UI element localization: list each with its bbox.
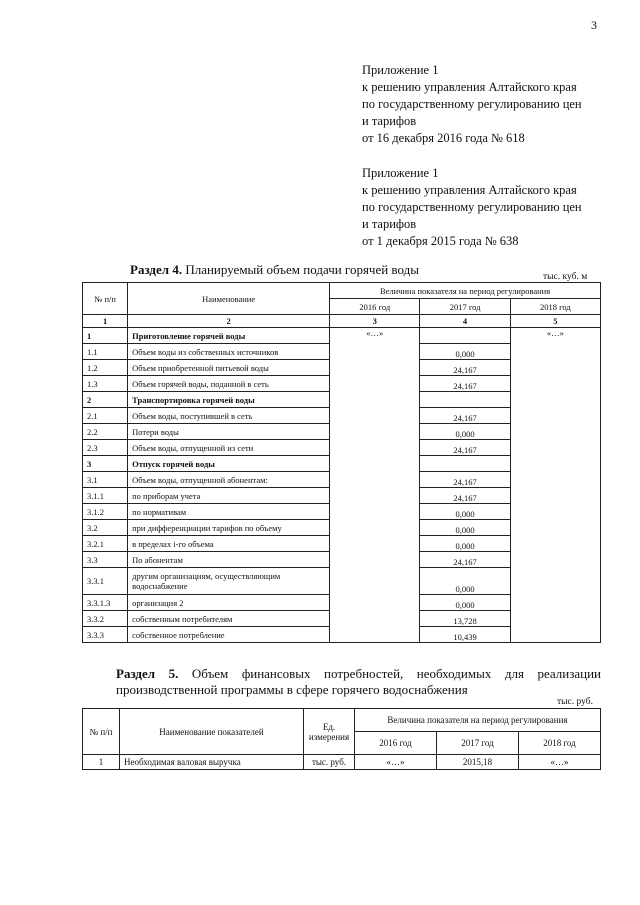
table-row [83,456,601,472]
empty-cell [330,392,420,408]
appendix-line: Приложение 1 [362,63,439,77]
row-index: 3.1 [83,472,128,488]
appendix-line: от 1 декабря 2015 года № 638 [362,234,519,248]
row-index: 1 [83,328,128,344]
page-number: 3 [591,18,597,32]
empty-cell [510,408,600,424]
row-index: 2.2 [83,424,128,440]
appendix-line: и тарифов [362,114,417,128]
table-row [83,424,601,440]
table-row [83,360,601,376]
row-name: Отпуск горячей воды [128,456,330,472]
row-name: Объем воды, отпущенной абонентам: [128,472,330,488]
section-4-text: Планируемый объем подачи горячей воды [182,262,419,277]
table-row [83,376,601,392]
table-row [83,408,601,424]
row-name: другим организациям, осуществляющим водоснабжение [128,568,330,595]
column-numbers-row [83,315,601,328]
column-number: 2 [128,315,330,328]
row-index: 3.2.1 [83,536,128,552]
column-number: 5 [510,315,600,328]
empty-cell [510,440,600,456]
row-name: Потери воды [128,424,330,440]
appendix-line: Приложение 1 [362,166,439,180]
empty-cell [510,536,600,552]
row-name: Объем воды из собственных источников [128,344,330,360]
row-unit: тыс. руб. [304,755,355,770]
empty-cell [510,627,600,643]
empty-cell [510,520,600,536]
column-number: 3 [330,315,420,328]
section-4-unit: тыс. куб. м [543,272,588,282]
empty-cell [510,456,600,472]
appendix-line: по государственному регулированию цен [362,200,582,214]
appendix-line: от 16 декабря 2016 года № 618 [362,131,525,145]
table-row [83,328,601,344]
row-name: Объем воды, отпущенной из сети [128,440,330,456]
table-row [83,755,601,770]
row-index: 3.1.1 [83,488,128,504]
empty-cell [510,611,600,627]
row-index: 3.2 [83,520,128,536]
row-index: 3.3.3 [83,627,128,643]
header-2018: 2018 год [510,299,600,315]
empty-cell [330,568,420,595]
header-num: № п/п [83,283,128,315]
value-2017: 24,167 [420,552,510,568]
appendix-line: к решению управления Алтайского края [362,80,577,94]
row-name: по приборам учета [128,488,330,504]
row-index: 1 [83,755,120,770]
appendix-line: по государственному регулированию цен [362,97,582,111]
empty-cell [510,392,600,408]
section-5-text: Объем финансовых потребностей, необходимых для реализации производственной программы в сфере горячего водоснабжения [116,666,601,697]
value-2017: 24,167 [420,440,510,456]
empty-cell [330,424,420,440]
empty-cell [510,595,600,611]
empty-cell [330,520,420,536]
table-row [83,504,601,520]
row-index: 2.1 [83,408,128,424]
row-index: 1.2 [83,360,128,376]
value-2017: 0,000 [420,568,510,595]
row-index: 3.3.1 [83,568,128,595]
table-row [83,595,601,611]
row-name: Объем воды, поступившей в сеть [128,408,330,424]
header-2017: 2017 год [437,732,519,755]
empty-cell [330,552,420,568]
table-row [83,568,601,595]
empty-cell [330,360,420,376]
row-index: 3 [83,456,128,472]
row-index: 3.3.1.3 [83,595,128,611]
row-name: организация 2 [128,595,330,611]
table-row [83,627,601,643]
row-name: Объем приобретенной питьевой воды [128,360,330,376]
section-4-title [130,262,419,278]
empty-cell [510,344,600,360]
row-name: собственным потребителям [128,611,330,627]
value-2017 [420,392,510,408]
table-row [83,536,601,552]
value-2018: «…» [519,755,601,770]
value-2017: 2015,18 [437,755,519,770]
row-index: 3.1.2 [83,504,128,520]
empty-cell [330,627,420,643]
row-index: 3.3 [83,552,128,568]
empty-cell [330,536,420,552]
value-2017: 0,000 [420,504,510,520]
value-2017: 10,439 [420,627,510,643]
row-name: при дифференциации тарифов по объему [128,520,330,536]
appendix-line: и тарифов [362,217,417,231]
value-2017: 0,000 [420,344,510,360]
row-name: По абонентам [128,552,330,568]
header-2017: 2017 год [420,299,510,315]
table-row [83,520,601,536]
value-2017: 0,000 [420,536,510,552]
row-index: 2 [83,392,128,408]
row-name: Необходимая валовая выручка [120,755,304,770]
table-row [83,392,601,408]
row-index: 1.1 [83,344,128,360]
empty-cell [330,376,420,392]
value-2017: 24,167 [420,360,510,376]
empty-cell [510,568,600,595]
section-4-label: Раздел 4. [130,262,183,277]
value-2017 [420,328,510,344]
table-row [83,472,601,488]
empty-cell [510,376,600,392]
header-period-group: Величина показателя на период регулирования [355,709,601,732]
empty-cell [510,472,600,488]
value-2017: 0,000 [420,424,510,440]
row-name: в пределах i-го объема [128,536,330,552]
value-2017: 24,167 [420,488,510,504]
row-index: 1.3 [83,376,128,392]
empty-cell [330,488,420,504]
header-name: Наименование показателей [120,709,304,755]
appendix-block-previous [362,165,582,250]
value-2017: 24,167 [420,472,510,488]
value-2017: 0,000 [420,595,510,611]
empty-cell [330,408,420,424]
empty-cell [330,472,420,488]
header-2016: 2016 год [330,299,420,315]
water-volume-table [82,282,601,643]
table-row [83,344,601,360]
empty-cell [510,424,600,440]
value-2017: 24,167 [420,376,510,392]
header-2018: 2018 год [519,732,601,755]
empty-cell [330,344,420,360]
value-2017 [420,456,510,472]
appendix-line: к решению управления Алтайского края [362,183,577,197]
row-name: Транспортировка горячей воды [128,392,330,408]
header-2016: 2016 год [355,732,437,755]
row-name: Объем горячей воды, поданной в сеть [128,376,330,392]
empty-cell [510,360,600,376]
value-2016: «…» [330,328,420,344]
row-index: 2.3 [83,440,128,456]
financial-needs-table [82,708,601,770]
value-2018: «…» [510,328,600,344]
section-5-title [116,666,601,698]
section-5-label: Раздел 5. [116,666,179,681]
value-2017: 24,167 [420,408,510,424]
empty-cell [330,611,420,627]
header-num: № п/п [83,709,120,755]
table-row [83,440,601,456]
empty-cell [330,504,420,520]
appendix-block-current [362,62,582,147]
table-row [83,552,601,568]
empty-cell [510,504,600,520]
empty-cell [510,488,600,504]
empty-cell [330,440,420,456]
header-name: Наименование [128,283,330,315]
value-2016: «…» [355,755,437,770]
value-2017: 13,728 [420,611,510,627]
row-index: 3.3.2 [83,611,128,627]
empty-cell [330,595,420,611]
table-row [83,488,601,504]
row-name: по нормативам [128,504,330,520]
empty-cell [330,456,420,472]
row-name: Приготовление горячей воды [128,328,330,344]
column-number: 4 [420,315,510,328]
row-name: собственное потребление [128,627,330,643]
column-number: 1 [83,315,128,328]
water-volume-table-body [83,328,601,643]
header-unit: Ед. измерения [304,709,355,755]
section-5-unit: тыс. руб. [557,697,593,707]
value-2017: 0,000 [420,520,510,536]
table-row [83,611,601,627]
header-period-group: Величина показателя на период регулирования [330,283,601,299]
empty-cell [510,552,600,568]
